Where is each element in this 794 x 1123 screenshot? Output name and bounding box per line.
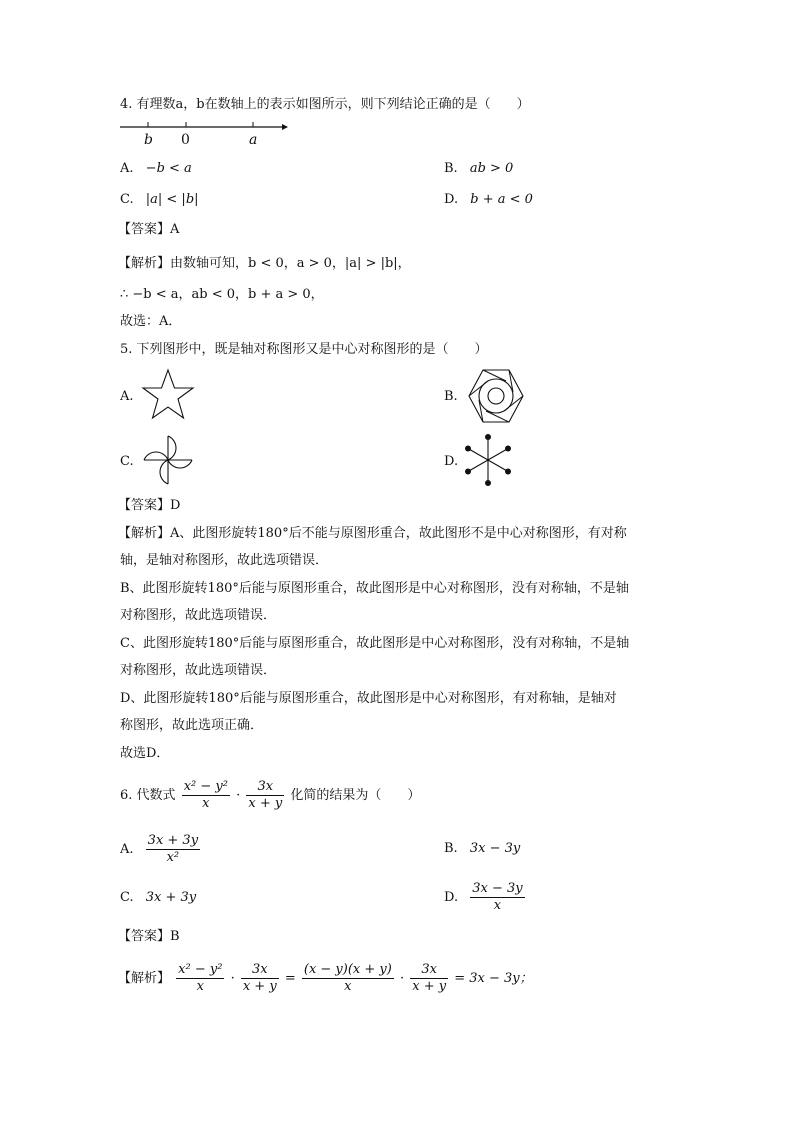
q5-analysis-line1: 【解析】A、此图形旋转180°后不能与原图形重合，故此图形不是中心对称图形，有对称 [118,526,627,541]
option-text: 3x + 3y [145,890,197,905]
q5-option-d-letter: D. [444,454,459,469]
q6-option-b [444,840,520,858]
q6-answer: 【答案】B [118,929,180,944]
q4-stem: 4. 有理数a，b在数轴上的表示如图所示，则下列结论正确的是（ ） [120,97,530,112]
q6-option-a [120,832,202,868]
q4-analysis-line1: 【解析】由数轴可知，b < 0，a > 0，|a| > |b|， [118,256,411,271]
axis-label-a: a [249,132,258,148]
q5-analysis-line8: 称图形，故此选项正确． [120,718,264,733]
option-letter: B. [444,841,458,856]
fraction-1: $\frac{\text{x² − y²}}{x}$ [183,779,228,811]
q4-option-d [444,191,533,209]
analysis-label: 【解析】 [118,971,171,986]
dot-operator: · [236,788,241,803]
option-text: |a| < |b| [145,192,199,207]
q4-analysis-line2: ∴ −b < a，ab < 0，b + a > 0， [120,287,324,302]
analysis-result: = 3x − 3y； [454,971,533,986]
q5-analysis-line2: 轴，是轴对称图形，故此选项错误． [120,553,329,568]
q4-option-a [120,160,192,178]
pinwheel-figure [140,432,196,488]
q5-option-c-letter: C. [120,454,134,469]
q4-option-b [444,160,513,178]
option-letter: B. [444,161,458,176]
q6-stem-prefix: 6. 代数式 [120,788,176,803]
option-letter: C. [120,890,134,905]
option-fraction: $\frac{3x - 3y}{x}$ [472,881,523,913]
option-letter: D. [444,192,459,207]
option-text: ab > 0 [469,161,514,176]
number-line-arrow [282,124,288,130]
fraction-factored: $\frac{(x - y)(x + y)}{x}$ [303,962,392,994]
q5-option-b-letter: B. [444,389,458,404]
axis-label-zero: 0 [181,132,190,148]
q5-answer: 【答案】D [118,498,181,513]
q5-stem: 5. 下列图形中，既是轴对称图形又是中心对称图形的是（ ） [120,342,488,357]
option-text: 3x − 3y [469,841,521,856]
option-text: b + a < 0 [470,192,533,207]
q6-option-c [120,889,196,907]
q6-analysis: 【解析】 $\frac{\text{x² − y²}}{x}$ · $\frac{3x}{x + y}$ = $\frac{(x - y)(x + y)}{x}$ · $\frac{3x}{x + y}$ = 3x − 3y； [118,962,533,994]
option-letter: A. [120,161,134,176]
axis-label-b: b [144,132,153,148]
fraction-1: $\frac{\text{x² − y²}}{x}$ [178,962,223,994]
q6-stem [120,778,420,814]
hexagon-circle-figure [466,367,526,425]
q5-option-a-letter: A. [120,389,134,404]
q5-conclusion: 故选D． [120,746,170,761]
fraction-2: $\frac{3x}{x + y}$ [248,779,283,811]
q5-analysis-line3: B、此图形旋转180°后能与原图形重合，故此图形是中心对称图形，没有对称轴，不是轴 [120,581,629,596]
q4-answer: 【答案】A [118,222,180,237]
q6-option-d [444,880,527,916]
q4-conclusion: 故选：A． [120,314,182,329]
option-text: −b < a [145,161,192,176]
option-letter: D. [444,890,459,905]
q5-analysis-line6: 对称图形，故此选项错误． [120,663,277,678]
star-figure [140,368,196,422]
option-fraction: $\frac{3x + 3y}{\text{x²}}$ [147,833,199,865]
q4-option-c [120,191,199,209]
six-spoke-figure [462,434,514,486]
q6-stem-suffix: 化简的结果为（ ） [290,788,421,803]
q5-analysis-line7: D、此图形旋转180°后能与原图形重合，故此图形是中心对称图形，有对称轴，是轴对 [120,691,617,706]
option-letter: A. [120,842,134,857]
q5-analysis-line4: 对称图形，故此选项错误． [120,608,277,623]
fraction-2-repeat: $\frac{3x}{x + y}$ [412,962,447,994]
option-letter: C. [120,192,134,207]
fraction-2: $\frac{3x}{x + y}$ [242,962,277,994]
q5-analysis-line5: C、此图形旋转180°后能与原图形重合，故此图形是中心对称图形，没有对称轴，不是轴 [120,636,630,651]
